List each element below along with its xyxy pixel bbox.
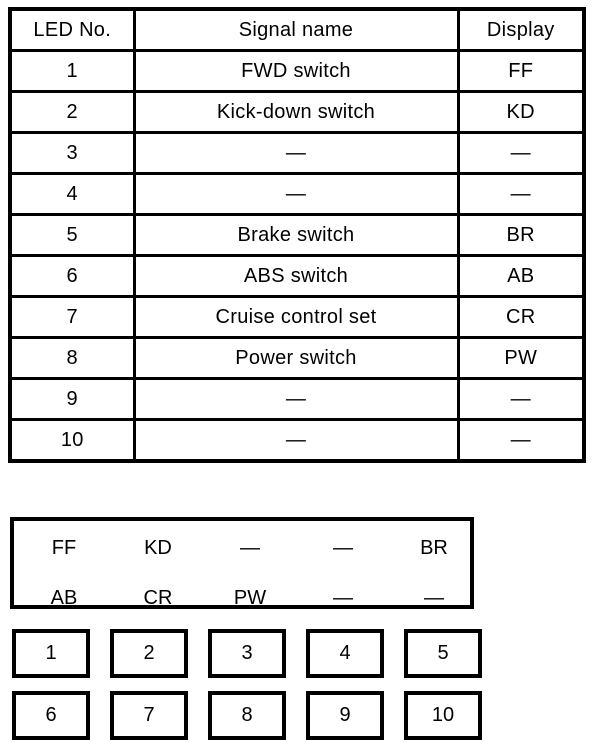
led-box: 3 [208,629,286,678]
display-code: — [333,537,353,559]
display-code: — [424,587,444,609]
display-code: — [240,537,260,559]
led-box: 5 [404,629,482,678]
display-code-cell: — [458,379,584,420]
display-code: FF [51,537,77,559]
led-number-cell: 4 [10,174,134,215]
led-number-cell: 8 [10,338,134,379]
led-box: 9 [306,691,384,740]
display-code: BR [420,537,448,559]
signal-name-cell: — [134,420,458,462]
signal-name-cell: — [134,379,458,420]
table-row [10,92,584,133]
column-header-led-no: LED No. [10,9,134,51]
table-row [10,51,584,92]
display-panel-row-1 [14,533,470,563]
led-number-cell: 10 [10,420,134,462]
led-number-cell: 5 [10,215,134,256]
led-box: 1 [12,629,90,678]
table-row [10,133,584,174]
led-number-cell: 2 [10,92,134,133]
led-number-cell: 1 [10,51,134,92]
column-header-display: Display [458,9,584,51]
display-code: CR [143,587,173,609]
led-box: 2 [110,629,188,678]
display-code-cell: FF [458,51,584,92]
signal-name-cell: ABS switch [134,256,458,297]
signal-name-cell: — [134,174,458,215]
signal-name-cell: — [134,133,458,174]
column-header-signal-name: Signal name [134,9,458,51]
display-code: PW [233,587,267,609]
led-box: 4 [306,629,384,678]
table-row [10,420,584,462]
display-code-cell: — [458,420,584,462]
display-code: AB [50,587,78,609]
table-row [10,174,584,215]
display-panel-row-2 [14,583,470,613]
display-code-cell: CR [458,297,584,338]
led-number-cell: 6 [10,256,134,297]
table-row [10,297,584,338]
display-code-cell: AB [458,256,584,297]
display-code: — [333,587,353,609]
led-number-cell: 9 [10,379,134,420]
display-code-cell: BR [458,215,584,256]
signal-name-cell: Power switch [134,338,458,379]
table-header-row [10,9,584,51]
table-row [10,215,584,256]
display-code-cell: KD [458,92,584,133]
led-box: 7 [110,691,188,740]
display-panel [10,517,474,609]
signal-name-cell: Kick-down switch [134,92,458,133]
display-code: KD [144,537,172,559]
display-code-cell: — [458,133,584,174]
led-number-cell: 7 [10,297,134,338]
table-row [10,379,584,420]
display-code-cell: PW [458,338,584,379]
table-row [10,256,584,297]
led-number-cell: 3 [10,133,134,174]
signal-name-cell: Brake switch [134,215,458,256]
led-box: 6 [12,691,90,740]
display-code-cell: — [458,174,584,215]
led-box: 8 [208,691,286,740]
led-signal-table [8,7,586,463]
signal-name-cell: FWD switch [134,51,458,92]
table-row [10,338,584,379]
signal-name-cell: Cruise control set [134,297,458,338]
led-box: 10 [404,691,482,740]
